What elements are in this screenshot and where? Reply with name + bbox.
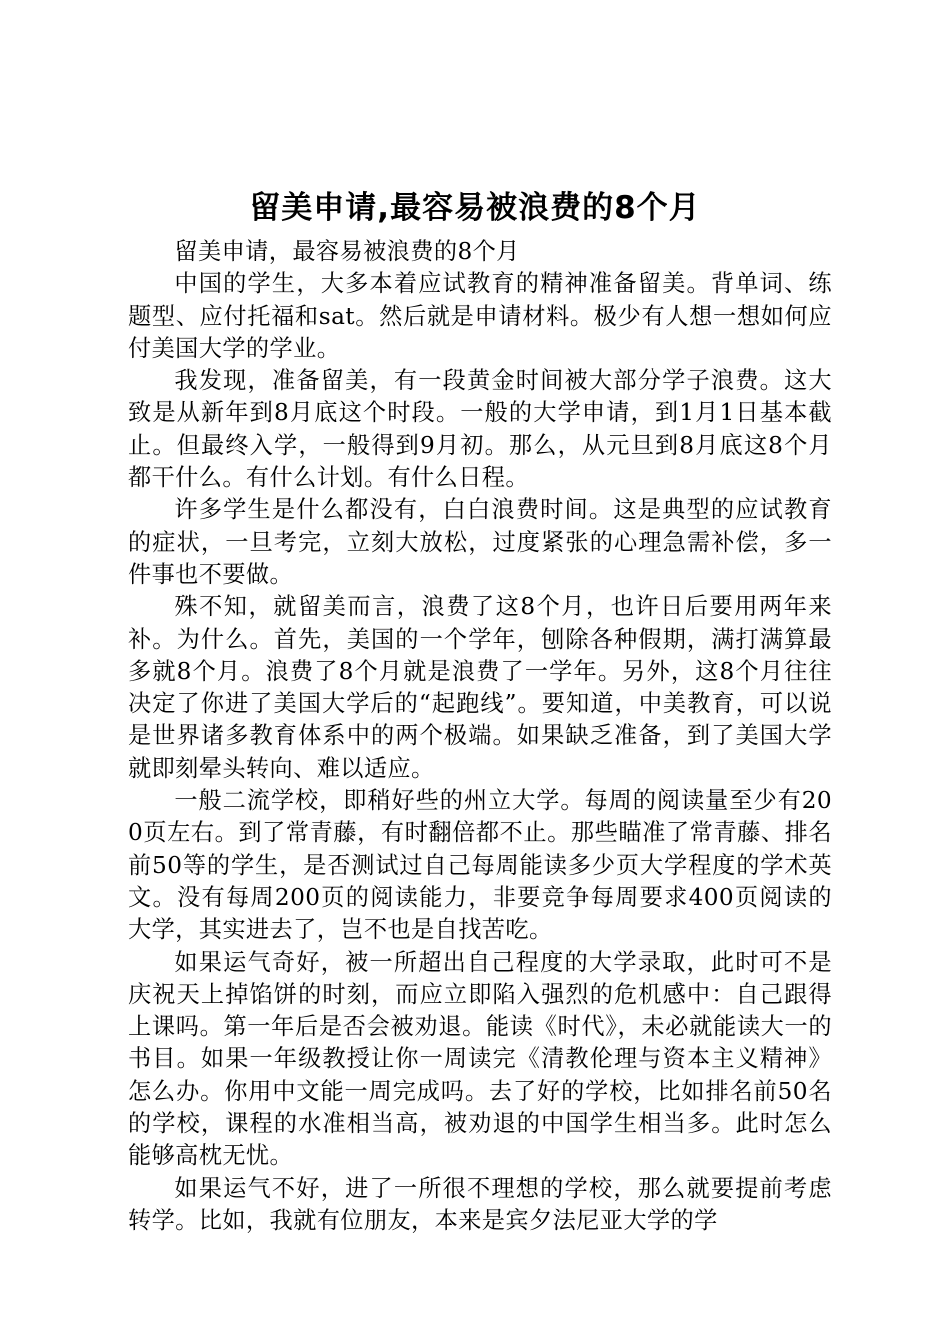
- paragraph-3: 我发现，准备留美，有一段黄金时间被大部分学子浪费。这大致是从新年到8月底这个时段。一般的大学申请，到1月1日基本截止。但最终入学，一般得到9月初。那么，从元旦到8月底这8个月都干什么。有什么计划。有什么日程。: [128, 367, 832, 492]
- paragraph-6: 一般二流学校，即稍好些的州立大学。每周的阅读量至少有200页左右。到了常青藤，有时翻倍都不止。那些瞄准了常青藤、排名前50等的学生，是否测试过自己每周能读多少页大学程度的学术英文。没有每周200页的阅读能力，非要竞争每周要求400页阅读的大学，其实进去了，岂不也是自找苦吃。: [128, 787, 832, 944]
- paragraph-8: 如果运气不好，进了一所很不理想的学校，那么就要提前考虑转学。比如，我就有位朋友，本来是宾夕法尼亚大学的学: [128, 1174, 832, 1234]
- paragraph-1: 留美申请，最容易被浪费的8个月: [174, 238, 520, 265]
- paragraph-4: 许多学生是什么都没有，白白浪费时间。这是典型的应试教育的症状，一旦考完，立刻大放松，过度紧张的心理急需补偿，多一件事也不要做。: [128, 496, 832, 588]
- paragraph-2: 中国的学生，大多本着应试教育的精神准备留美。背单词、练题型、应付托福和sat。然后就是申请材料。极少有人想一想如何应付美国大学的学业。: [128, 270, 832, 362]
- paragraph-5: 殊不知，就留美而言，浪费了这8个月，也许日后要用两年来补。为什么。首先，美国的一个学年，刨除各种假期，满打满算最多就8个月。浪费了8个月就是浪费了一学年。另外，这8个月往往决定了你进了美国大学后的“起跑线”。要知道，中美教育，可以说是世界诸多教育体系中的两个极端。如果缺乏准备，到了美国大学就即刻晕头转向、难以适应。: [128, 593, 832, 782]
- document-title: 留美申请,最容易被浪费的8个月: [249, 190, 701, 226]
- paragraph-7: 如果运气奇好，被一所超出自己程度的大学录取，此时可不是庆祝天上掉馅饼的时刻，而应立即陷入强烈的危机感中：自己跟得上课吗。第一年后是否会被劝退。能读《时代》，未必就能读大一的书目。如果一年级教授让你一周读完《清教伦理与资本主义精神》怎么办。你用中文能一周完成吗。去了好的学校，比如排名前50名的学校，课程的水准相当高，被劝退的中国学生相当多。此时怎么能够高枕无忧。: [128, 948, 832, 1170]
- document-body: [128, 236, 832, 1237]
